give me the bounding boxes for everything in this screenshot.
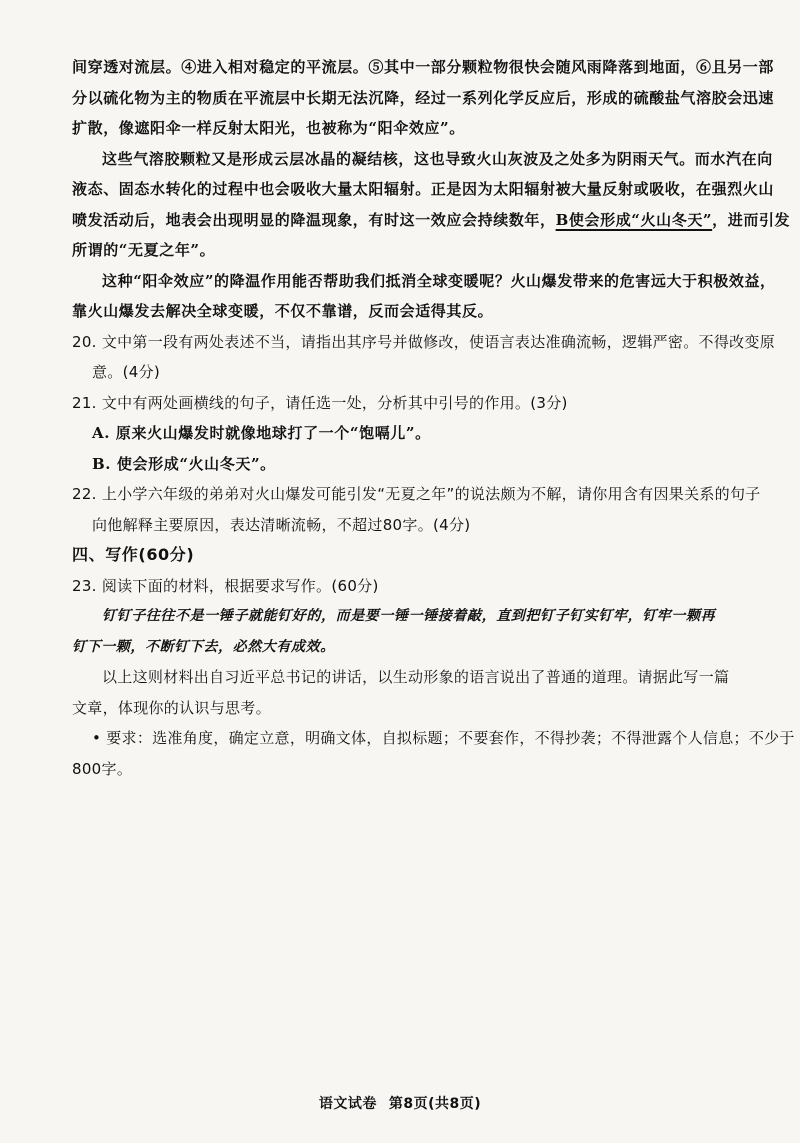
underlined-sentence-b: B使会形成“火山冬天” [555,210,713,229]
passage-p3-line-2: 靠火山爆发去解决全球变暖，不仅不靠谱，反而会适得其反。 [72,302,494,320]
passage-p2-line-1: 这些气溶胶颗粒又是形成云层冰晶的凝结核，这也导致火山灰波及之处多为阴雨天气。而水汽在向 [102,149,773,168]
passage-p2-line-3-before: 喷发活动后，地表会出现明显的降温现象，有时这一效应会持续数年， [72,210,556,229]
question-22-line-1: 22. 上小学六年级的弟弟对火山爆发可能引发“无夏之年”的说法颇为不解，请你用含有因果关系的句子 [72,485,761,503]
requirement-line-1: • 要求：选准角度，确定立意，明确文体，自拟标题；不要套作，不得抄袭；不得泄露个人信息；不少于 [92,729,795,747]
passage-p2-line-3-after: ，进而引发 [712,210,791,229]
page-footer [0,1093,800,1113]
passage-p1-line-2: 分以硫化物为主的物质在平流层中长期无法沉降，经过一系列化学反应后，形成的硫酸盐气溶胶会迅速 [72,88,775,107]
question-21-option-b: B. 使会形成“火山冬天”。 [92,454,276,473]
page-content [72,52,795,784]
question-21-option-a: A. 原来火山爆发时就像地球打了一个“饱嗝儿”。 [92,424,431,442]
passage-p1-line-3: 扩散，像遮阳伞一样反射太阳光，也被称为“阳伞效应”。 [72,119,465,137]
question-22-line-2: 向他解释主要原因，表达清晰流畅，不超过80字。(4分) [92,515,471,534]
passage-p2-line-2: 液态、固态水转化的过程中也会吸收大量太阳辐射。正是因为太阳辐射被大量反射或吸收，在强烈火山 [72,180,775,198]
footer-page-number: 第8页(共8页) [388,1096,482,1112]
passage-p1-line-1: 间穿透对流层。④进入相对稳定的平流层。⑤其中一部分颗粒物很快会随风雨降落到地面，⑥且另一部 [72,58,775,76]
question-20-line-1: 20. 文中第一段有两处表述不当，请指出其序号并做修改，使语言表达准确流畅，逻辑严密。不得改变原 [72,332,776,351]
material-line-2: 钉下一颗，不断钉下去，必然大有成效。 [72,638,335,655]
material-line-1: 钉钉子往往不是一锤子就能钉好的，而是要一锤一锤接着敲，直到把钉子钉实钉牢，钉牢一颗再 [102,608,716,624]
passage-p3-line-1: 这种“阳伞效应”的降温作用能否帮助我们抵消全球变暖呢？火山爆发带来的危害远大于积极效益， [102,271,776,290]
question-23: 23. 阅读下面的材料，根据要求写作。(60分) [72,576,379,595]
instruction-line-1: 以上这则材料出自习近平总书记的讲话，以生动形象的语言说出了普通的道理。请据此写一篇 [102,668,730,686]
requirement-line-2: 800字。 [72,759,133,778]
section-title-writing: 四、写作(60分) [72,545,195,564]
footer-subject: 语文试卷 [318,1096,377,1112]
passage-p2-line-4: 所谓的“无夏之年”。 [72,241,216,259]
question-21: 21. 文中有两处画横线的句子，请任选一处，分析其中引号的作用。(3分) [72,393,568,412]
passage-p2-line-3 [72,205,791,236]
instruction-line-2: 文章，体现你的认识与思考。 [72,698,271,717]
question-20-line-2: 意。(4分) [92,363,161,381]
